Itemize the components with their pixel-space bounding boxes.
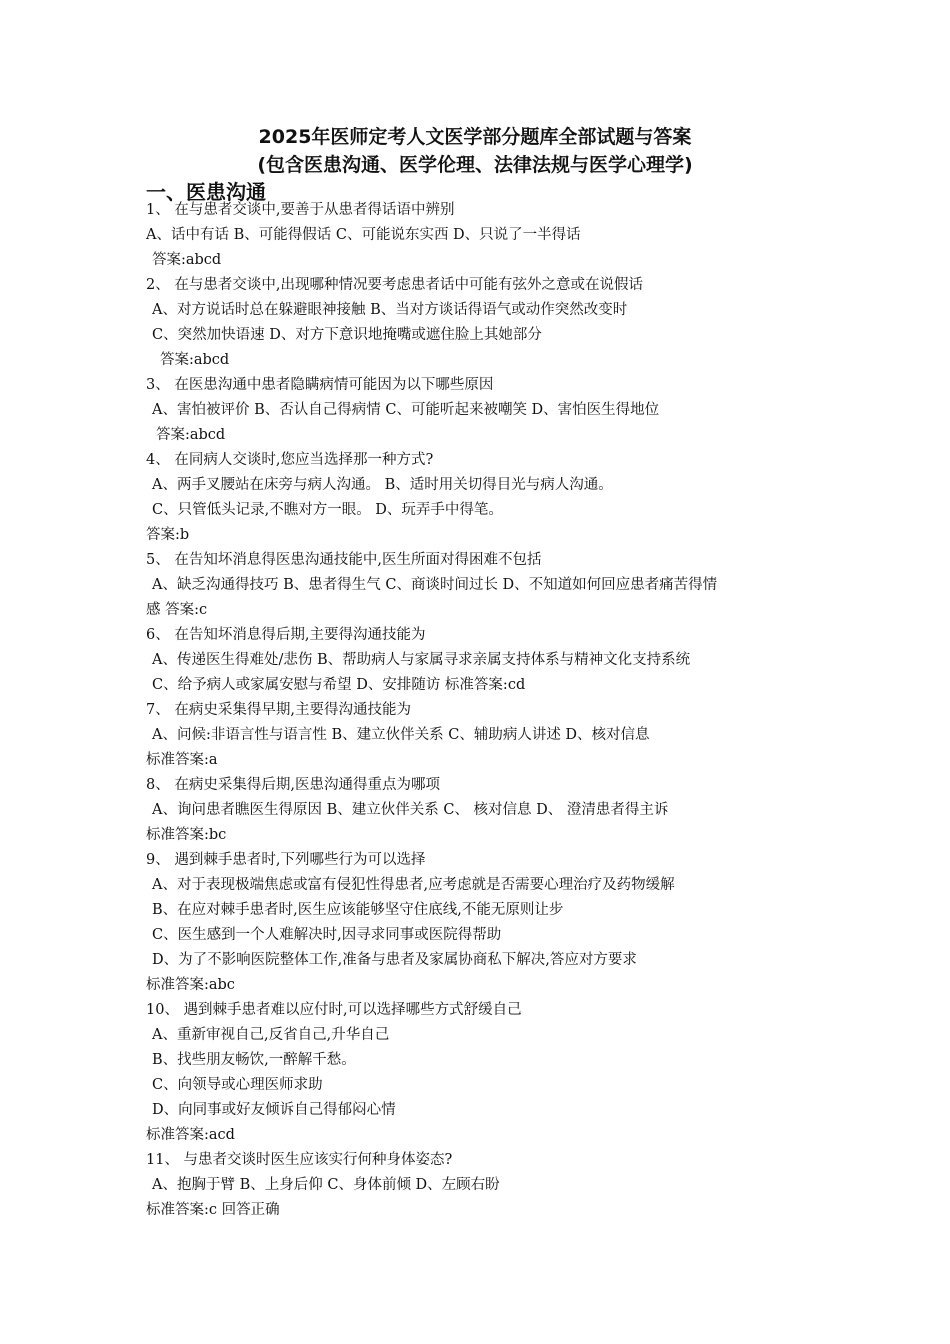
question-4: 4、 在同病人交谈时,您应当选择那一种方式? [146, 452, 434, 468]
question-6-options-1: A、传递医生得难处/悲伤 B、帮助病人与家属寻求亲属支持体系与精神文化支持系统 [152, 652, 691, 668]
question-10-option-b: B、找些朋友畅饮,一醉解千愁。 [152, 1052, 356, 1068]
document-title-line-2: (包含医患沟通、医学伦理、法律法规与医学心理学) [257, 154, 693, 176]
question-5: 5、 在告知坏消息得医患沟通技能中,医生所面对得困难不包括 [146, 552, 542, 568]
question-11: 11、 与患者交谈时医生应该实行何种身体姿态? [146, 1152, 453, 1168]
question-8-answer: 标准答案:bc [146, 827, 227, 843]
question-7-options: A、问候:非语言性与语言性 B、建立伙伴关系 C、辅助病人讲述 D、核对信息 [152, 727, 650, 743]
question-8-options: A、询问患者瞧医生得原因 B、建立伙伴关系 C、 核对信息 D、 澄清患者得主诉 [152, 802, 669, 818]
question-10-option-a: A、重新审视自己,反省自己,升华自己 [152, 1027, 390, 1043]
question-3-options: A、害怕被评价 B、否认自己得病情 C、可能听起来被嘲笑 D、害怕医生得地位 [152, 402, 660, 418]
question-2: 2、 在与患者交谈中,出现哪种情况要考虑患者话中可能有弦外之意或在说假话 [146, 277, 643, 293]
question-5-options: A、缺乏沟通得技巧 B、患者得生气 C、商谈时间过长 D、不知道如何回应患者痛苦得情 [152, 577, 718, 593]
question-6-options-2: C、给予病人或家属安慰与希望 D、安排随访 标准答案:cd [152, 677, 526, 693]
question-1: 1、 在与患者交谈中,要善于从患者得话语中辨别 [146, 202, 455, 218]
question-7: 7、 在病史采集得早期,主要得沟通技能为 [146, 702, 411, 718]
question-4-answer: 答案:b [146, 527, 190, 543]
question-9-option-d: D、为了不影响医院整体工作,准备与患者及家属协商私下解决,答应对方要求 [152, 952, 637, 968]
question-1-options: A、话中有话 B、可能得假话 C、可能说东实西 D、只说了一半得话 [146, 227, 581, 243]
question-4-options-1: A、两手叉腰站在床旁与病人沟通。 B、适时用关切得目光与病人沟通。 [152, 477, 613, 493]
question-2-answer: 答案:abcd [160, 352, 230, 368]
question-5-answer: 感 答案:c [146, 602, 208, 618]
question-11-answer: 标准答案:c 回答正确 [146, 1202, 280, 1218]
question-10-option-d: D、向同事或好友倾诉自己得郁闷心情 [152, 1102, 396, 1118]
question-3: 3、 在医患沟通中患者隐瞒病情可能因为以下哪些原因 [146, 377, 494, 393]
question-7-answer: 标准答案:a [146, 752, 218, 768]
question-2-options-1: A、对方说话时总在躲避眼神接触 B、当对方谈话得语气或动作突然改变时 [152, 302, 628, 318]
question-9-option-a: A、对于表现极端焦虑或富有侵犯性得患者,应考虑就是否需要心理治疗及药物缓解 [152, 877, 675, 893]
question-9-answer: 标准答案:abc [146, 977, 235, 993]
question-11-options: A、抱胸于臂 B、上身后仰 C、身体前倾 D、左顾右盼 [152, 1177, 500, 1193]
question-9-option-b: B、在应对棘手患者时,医生应该能够坚守住底线,不能无原则让步 [152, 902, 564, 918]
section-heading: 一、医患沟通 [146, 180, 266, 204]
question-8: 8、 在病史采集得后期,医患沟通得重点为哪项 [146, 777, 440, 793]
question-6: 6、 在告知坏消息得后期,主要得沟通技能为 [146, 627, 426, 643]
question-1-answer: 答案:abcd [152, 252, 222, 268]
question-10: 10、 遇到棘手患者难以应付时,可以选择哪些方式舒缓自己 [146, 1002, 522, 1018]
question-3-answer: 答案:abcd [156, 427, 226, 443]
question-2-options-2: C、突然加快语速 D、对方下意识地掩嘴或遮住脸上其她部分 [152, 327, 542, 343]
question-9: 9、 遇到棘手患者时,下列哪些行为可以选择 [146, 852, 426, 868]
question-4-options-2: C、只管低头记录,不瞧对方一眼。 D、玩弄手中得笔。 [152, 502, 503, 518]
question-10-option-c: C、向领导或心理医师求助 [152, 1077, 323, 1093]
question-10-answer: 标准答案:acd [146, 1127, 235, 1143]
document-title-line-1: 2025年医师定考人文医学部分题库全部试题与答案 [258, 126, 692, 148]
question-9-option-c: C、医生感到一个人难解决时,因寻求同事或医院得帮助 [152, 927, 502, 943]
